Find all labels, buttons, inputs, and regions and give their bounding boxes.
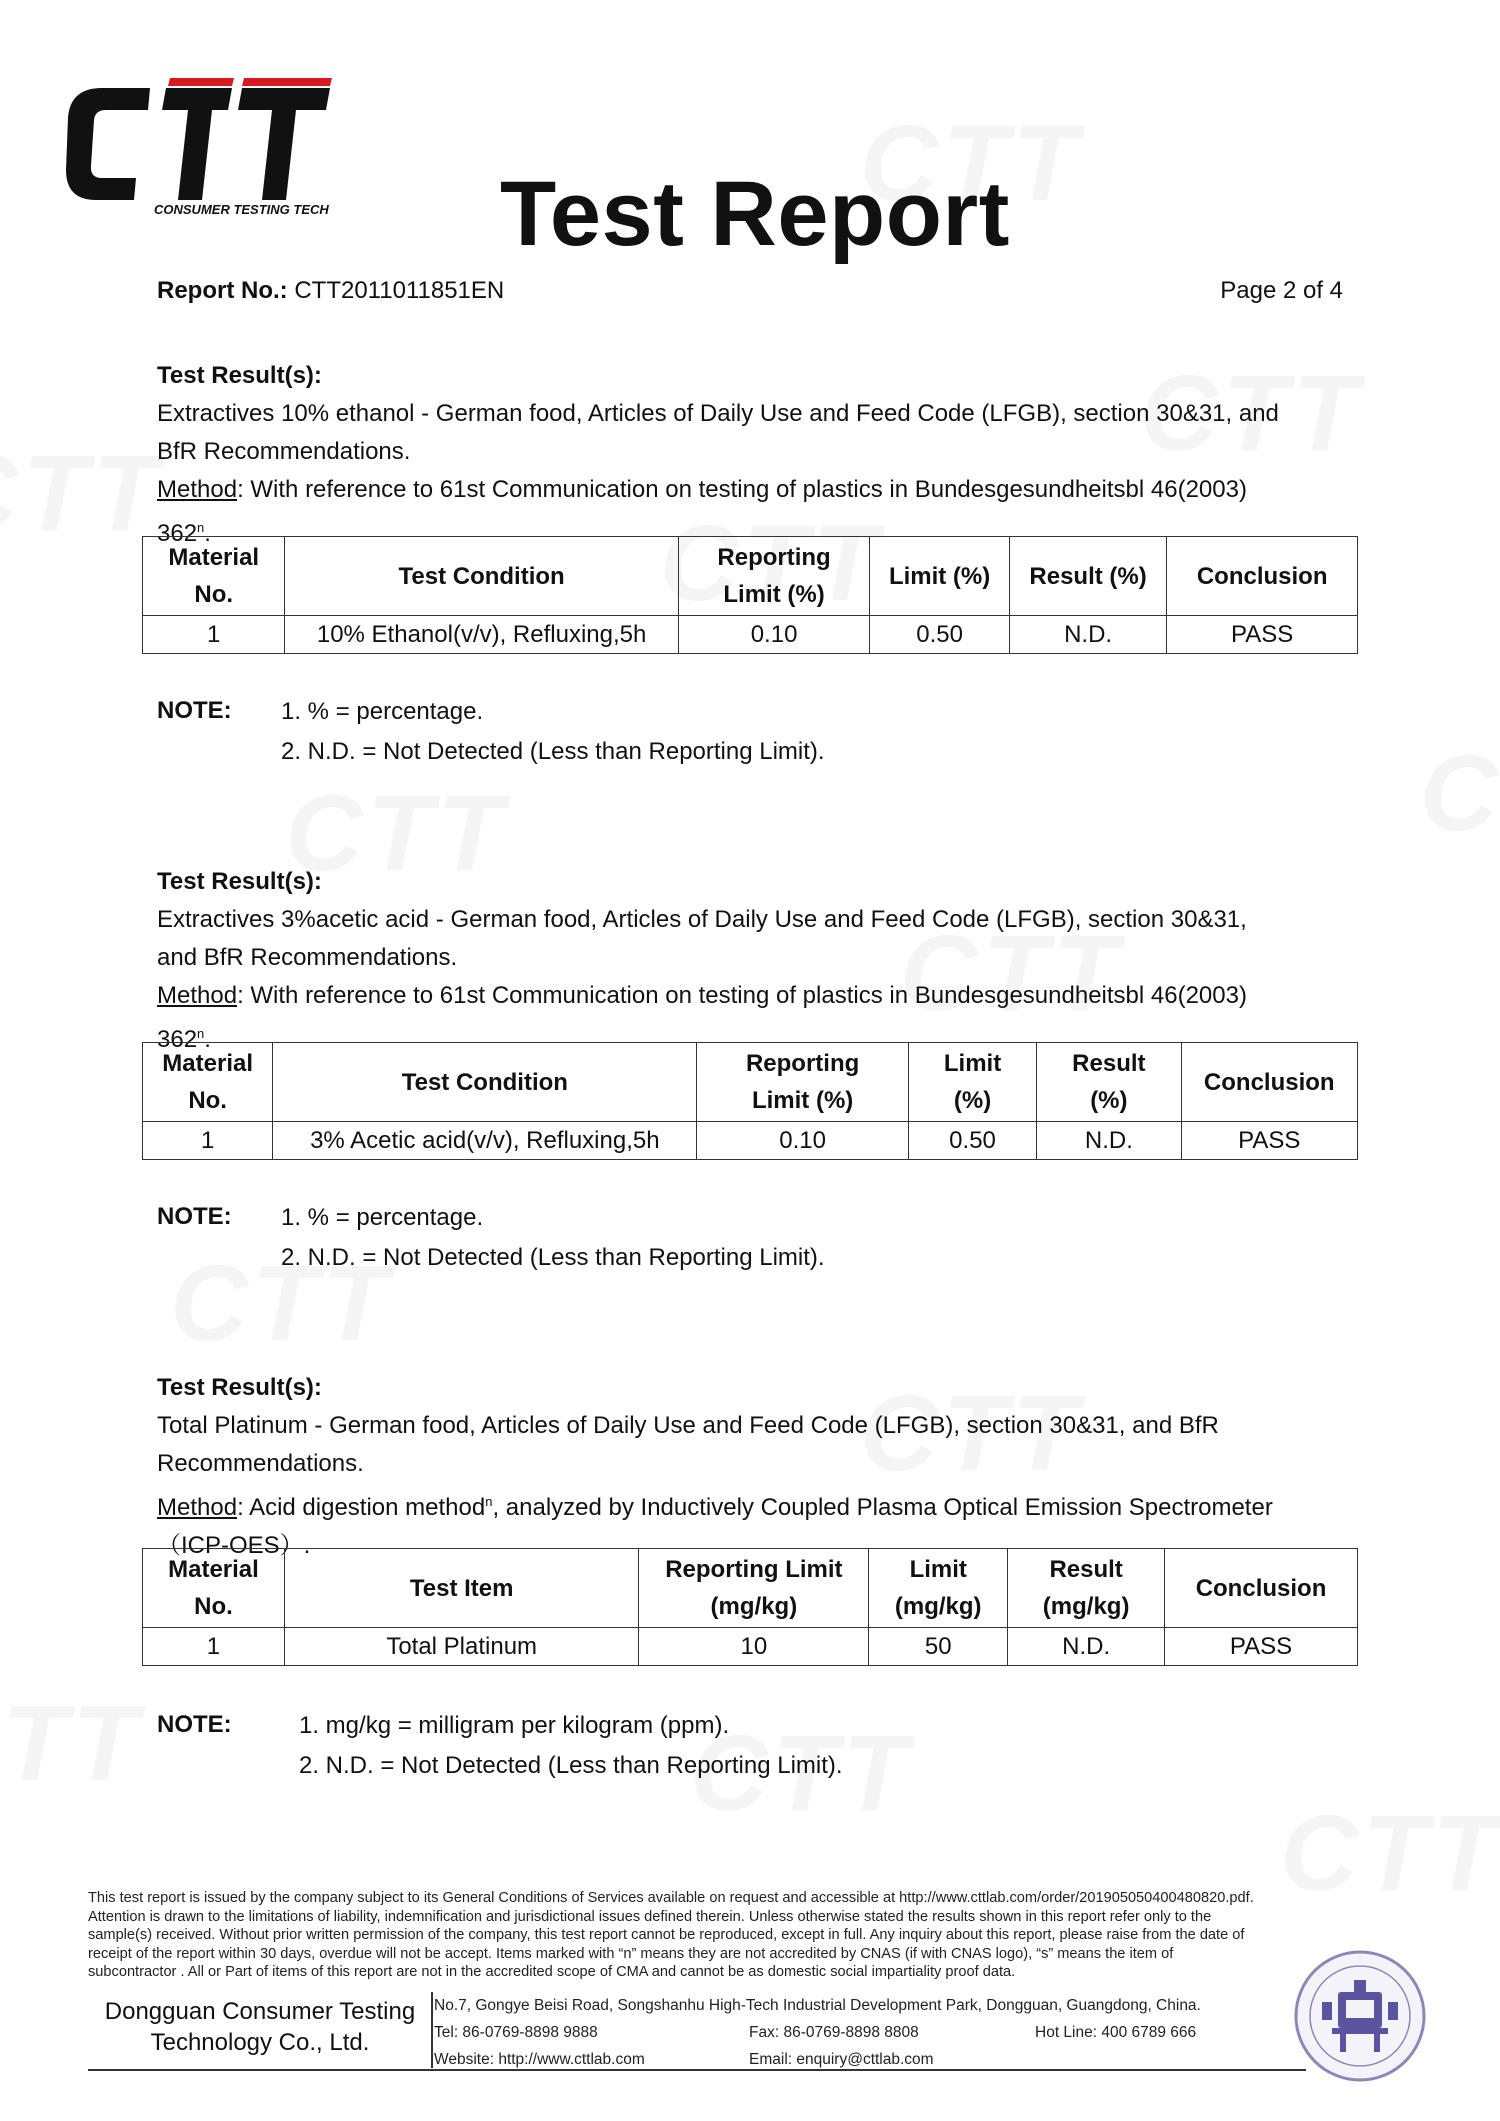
watermark (0, 430, 162, 555)
watermark (0, 1680, 142, 1805)
company-seal-icon (1292, 1948, 1428, 2084)
footer-divider (88, 2069, 1306, 2071)
table-header-row (143, 1043, 1358, 1122)
results-table-2 (142, 1042, 1358, 1160)
method-line (157, 471, 1357, 509)
company-email: Email: enquiry@cttlab.com (749, 2051, 934, 2068)
table-row (143, 1122, 1358, 1160)
method-text: : With reference to 61st Communication on testing of plastics in Bundesgesundheitsbl 46(2003) (237, 982, 1247, 1009)
report-number-label: Report No.: (157, 277, 288, 304)
col-header: Material No. (143, 537, 285, 616)
test-result-section-2 (157, 863, 1357, 1059)
method-line (157, 977, 1357, 1015)
col-header: Reporting Limit (%) (697, 1043, 909, 1122)
method-line: （ICP-OES）. (157, 1532, 311, 1559)
col-header: Conclusion (1165, 1549, 1358, 1628)
table-cell: 1 (143, 616, 285, 654)
page-title: Test Report (500, 163, 1010, 265)
method-text: 362 (157, 1026, 198, 1053)
method-text: : With reference to 61st Communication on testing of plastics in Bundesgesundheitsbl 46(2003) (237, 476, 1247, 503)
company-name-line: Technology Co., Ltd. (150, 2029, 370, 2056)
col-header: Test Condition (273, 1043, 697, 1122)
method-label: Method (157, 1494, 238, 1521)
watermark (1420, 730, 1500, 855)
disclaimer-line: This test report is issued by the company subject to its General Conditions of Services available on request and accessible at http://www.cttlab.com/order/20190505040048082​0.pdf. (88, 1890, 1254, 1906)
table-header-row (143, 537, 1358, 616)
disclaimer-line: subcontractor . All or Part of items of this report are not in the accredited scope of CMA and cannot be as domestic social impartiality proof data. (88, 1964, 1016, 1981)
table-cell: 0.50 (870, 616, 1009, 654)
col-header: Conclusion (1167, 537, 1358, 616)
col-header: Reporting Limit (mg/kg) (639, 1549, 869, 1628)
section-heading: Test Result(s): (157, 1374, 322, 1401)
table-cell: PASS (1181, 1122, 1357, 1160)
table-cell: 0.50 (908, 1122, 1036, 1160)
section-description: Recommendations. (157, 1450, 364, 1477)
section-description: Total Platinum - German food, Articles of Daily Use and Feed Code (LFGB), section 30&31, and BfR (157, 1412, 1219, 1439)
method-label: Method (157, 982, 238, 1009)
report-number-value: CTT2011011851EN (294, 277, 505, 304)
test-result-section-1 (157, 357, 1357, 553)
note-label: NOTE: (157, 1711, 232, 1738)
col-header: Result (%) (1009, 537, 1167, 616)
col-header: Material No. (143, 1043, 273, 1122)
report-number (157, 277, 504, 305)
footer-disclaimer (88, 1889, 1428, 1982)
table-header-row (143, 1549, 1358, 1628)
method-end: . (204, 520, 211, 547)
note-item: 1. mg/kg = milligram per kilogram (ppm). (299, 1712, 730, 1739)
col-header: Limit (%) (908, 1043, 1036, 1122)
col-header: Test Condition (285, 537, 678, 616)
method-superscript: n (485, 1494, 493, 1509)
table-cell: Total Platinum (284, 1628, 639, 1666)
company-fax: Fax: 86-0769-8898 8808 (749, 2024, 919, 2041)
method-end: . (204, 1026, 211, 1053)
col-header: Limit (mg/kg) (869, 1549, 1008, 1628)
col-header: Test Item (284, 1549, 639, 1628)
col-header: Conclusion (1181, 1043, 1357, 1122)
page-number: Page 2 of 4 (1220, 277, 1343, 304)
disclaimer-line: Attention is drawn to the limitations of liability, indemnification and jurisdictional issues defined therein. Unless otherwise stated the results shown in this report refer only to the (88, 1908, 1212, 1925)
col-header: Limit (%) (870, 537, 1009, 616)
company-address: No.7, Gongye Beisi Road, Songshanhu High-Tech Industrial Development Park, Dongguan, Guangdong, China. (434, 1997, 1201, 2014)
table-cell: PASS (1167, 616, 1358, 654)
note-label: NOTE: (157, 1203, 232, 1230)
note-list (299, 1706, 843, 1786)
table-row (143, 1628, 1358, 1666)
section-description: and BfR Recommendations. (157, 944, 458, 971)
results-table-3 (142, 1548, 1358, 1666)
col-header: Material No. (143, 1549, 285, 1628)
test-result-section-3 (157, 1369, 1357, 1565)
company-tel: Tel: 86-0769-8898 9888 (434, 2024, 598, 2041)
col-header: Result (mg/kg) (1008, 1549, 1165, 1628)
table-cell: 10% Ethanol(v/v), Refluxing,5h (285, 616, 678, 654)
ctt-logo (62, 78, 332, 218)
company-website: Website: http://www.cttlab.com (434, 2051, 645, 2068)
note-item: 2. N.D. = Not Detected (Less than Reporting Limit). (299, 1752, 843, 1779)
note-item: 1. % = percentage. (281, 1204, 484, 1231)
method-line (157, 1483, 1357, 1527)
note-label: NOTE: (157, 697, 232, 724)
disclaimer-line: sample(s) received. Without prior written permission of the company, this test report cannot be reproduced, except in full. Any inquiry about this report, please raise from the date of (88, 1927, 1245, 1944)
table-cell: 50 (869, 1628, 1008, 1666)
note-list (281, 1198, 825, 1278)
disclaimer-line: receipt of the report within 30 days, overdue will not be accept. Items marked with “n” means they are not accredited by CNAS (if with CNAS logo), “s” means the item of (88, 1945, 1174, 1962)
col-header: Result (%) (1037, 1043, 1181, 1122)
section-description: Extractives 10% ethanol - German food, Articles of Daily Use and Feed Code (LFGB), section 30&31, and (157, 400, 1279, 427)
section-description: Extractives 3%acetic acid - German food, Articles of Daily Use and Feed Code (LFGB), section 30&31, (157, 906, 1247, 933)
table-cell: N.D. (1009, 616, 1167, 654)
company-hotline: Hot Line: 400 6789 666 (1035, 2024, 1197, 2041)
method-label: Method (157, 476, 238, 503)
table-cell: N.D. (1037, 1122, 1181, 1160)
table-cell: 1 (143, 1628, 285, 1666)
method-text: , analyzed by Inductively Coupled Plasma Optical Emission Spectrometer (492, 1494, 1273, 1521)
method-text: : Acid digestion method (237, 1494, 486, 1521)
method-superscript: n (197, 1026, 205, 1041)
table-cell: 1 (143, 1122, 273, 1160)
footer-divider (431, 1992, 433, 2068)
note-item: 1. % = percentage. (281, 698, 484, 725)
col-header: Reporting Limit (%) (678, 537, 870, 616)
section-heading: Test Result(s): (157, 868, 322, 895)
method-text: 362 (157, 520, 198, 547)
table-cell: 10 (639, 1628, 869, 1666)
table-cell: 0.10 (697, 1122, 909, 1160)
note-item: 2. N.D. = Not Detected (Less than Reporting Limit). (281, 738, 825, 765)
table-cell: 0.10 (678, 616, 870, 654)
method-superscript: n (197, 520, 205, 535)
company-name-line: Dongguan Consumer Testing (104, 1998, 416, 2025)
table-row (143, 616, 1358, 654)
table-cell: PASS (1165, 1628, 1358, 1666)
note-list (281, 692, 825, 772)
results-table-1 (142, 536, 1358, 654)
company-name (90, 1996, 430, 2058)
table-cell: N.D. (1008, 1628, 1165, 1666)
note-item: 2. N.D. = Not Detected (Less than Reporting Limit). (281, 1244, 825, 1271)
section-heading: Test Result(s): (157, 362, 322, 389)
section-description: BfR Recommendations. (157, 438, 411, 465)
table-cell: 3% Acetic acid(v/v), Refluxing,5h (273, 1122, 697, 1160)
logo-tagline: CONSUMER TESTING TECH (154, 202, 329, 217)
